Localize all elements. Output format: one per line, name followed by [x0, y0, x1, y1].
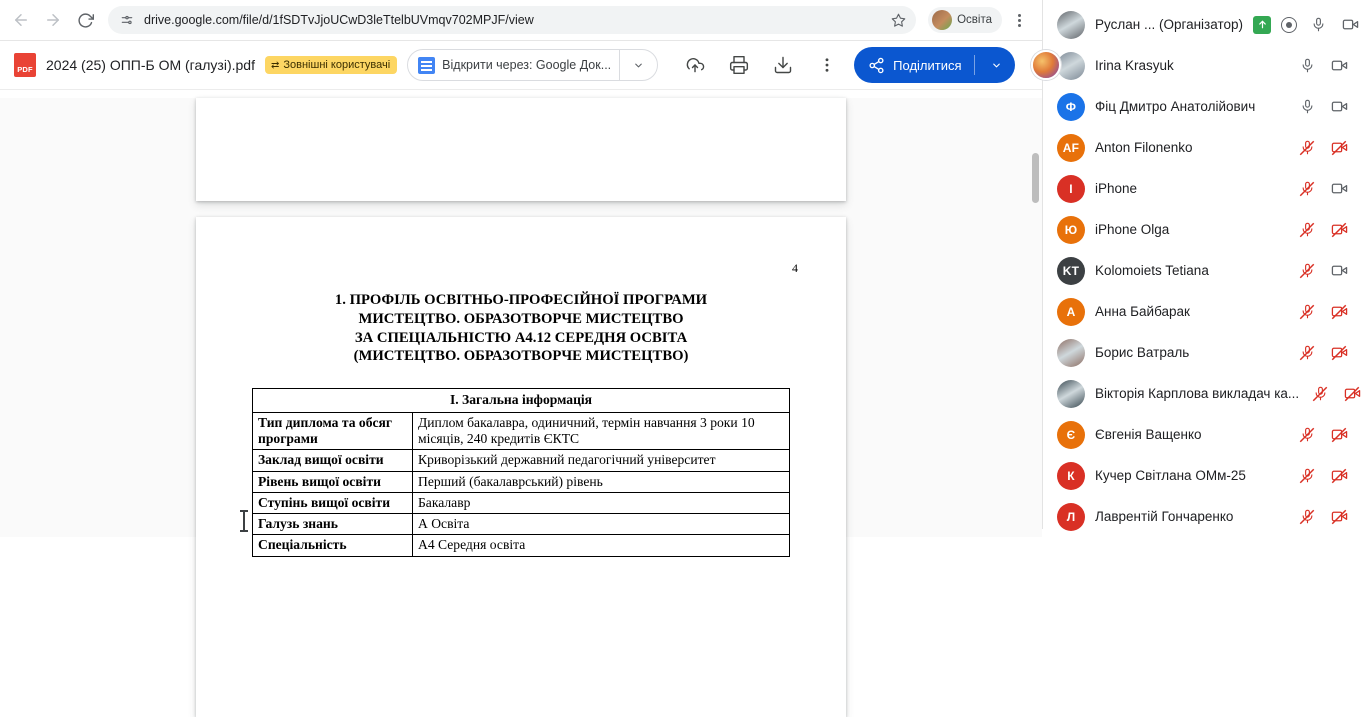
microphone-icon[interactable]	[1307, 14, 1329, 36]
participants-panel[interactable]	[1042, 0, 1362, 529]
avatar	[1057, 339, 1085, 367]
participant-row[interactable]	[1043, 373, 1362, 414]
camera-off-icon[interactable]	[1328, 301, 1350, 323]
more-options-icon[interactable]	[810, 48, 844, 82]
title-line: (МИСТЕЦТВО. ОБРАЗОТВОРЧЕ МИСТЕЦТВО)	[353, 348, 689, 365]
row-value: Бакалавр	[413, 492, 790, 513]
camera-icon[interactable]	[1328, 96, 1350, 118]
document-title	[240, 291, 802, 366]
row-value: Криворізький державний педагогічний університет	[413, 450, 790, 471]
avatar: Ф	[1057, 93, 1085, 121]
camera-icon[interactable]	[1339, 14, 1361, 36]
title-line: ЗА СПЕЦІАЛЬНІСТЮ А4.12 СЕРЕДНЯ ОСВІТА	[354, 329, 688, 346]
camera-off-icon[interactable]	[1328, 137, 1350, 159]
participant-name: Євгенія Ващенко	[1095, 427, 1202, 442]
row-label: Ступінь вищої освіти	[253, 492, 413, 513]
browser-toolbar	[0, 0, 1042, 41]
table-row	[253, 535, 790, 556]
drive-file-toolbar	[0, 41, 1042, 90]
camera-icon[interactable]	[1328, 260, 1350, 282]
row-value: А4 Середня освіта	[413, 535, 790, 556]
forward-arrow-icon[interactable]	[38, 5, 68, 35]
camera-icon[interactable]	[1328, 55, 1350, 77]
participant-name: iPhone Olga	[1095, 222, 1170, 237]
avatar: А	[1057, 298, 1085, 326]
row-label: Спеціальність	[253, 535, 413, 556]
microphone-off-icon[interactable]	[1296, 342, 1318, 364]
participant-row[interactable]	[1043, 496, 1362, 537]
participant-row[interactable]	[1043, 414, 1362, 455]
avatar	[1057, 52, 1085, 80]
host-badge-icon	[1253, 16, 1271, 34]
camera-off-icon[interactable]	[1328, 424, 1350, 446]
participant-name: Руслан ... (Організатор)	[1095, 17, 1243, 32]
table-row	[253, 514, 790, 535]
participant-name: Лаврентій Гончаренко	[1095, 509, 1234, 524]
microphone-off-icon[interactable]	[1296, 301, 1318, 323]
avatar	[1057, 11, 1085, 39]
row-label: Заклад вищої освіти	[253, 450, 413, 471]
microphone-off-icon[interactable]	[1296, 219, 1318, 241]
title-line: МИСТЕЦТВО. ОБРАЗОТВОРЧЕ МИСТЕЦТВО	[358, 310, 684, 327]
participant-name: Кучер Світлана ОМм-25	[1095, 468, 1246, 483]
camera-off-icon[interactable]	[1328, 506, 1350, 528]
address-bar[interactable]	[108, 6, 916, 34]
avatar: Ю	[1057, 216, 1085, 244]
row-label: Галузь знань	[253, 514, 413, 535]
table-header: І. Загальна інформація	[253, 389, 790, 412]
participant-name: Фіц Дмитро Анатолійович	[1095, 99, 1256, 114]
microphone-off-icon[interactable]	[1296, 506, 1318, 528]
general-info-table	[252, 388, 790, 557]
title-line: 1. ПРОФІЛЬ ОСВІТНЬО-ПРОФЕСІЙНОЇ ПРОГРАМИ	[334, 292, 708, 308]
bookmark-star-icon[interactable]	[888, 10, 908, 30]
share-chevron-down-icon[interactable]	[983, 60, 1011, 71]
participant-name: Анна Байбарак	[1095, 304, 1190, 319]
pdf-page-previous	[196, 98, 846, 201]
site-settings-icon[interactable]	[118, 11, 136, 29]
row-value: А Освіта	[413, 514, 790, 535]
row-label: Рівень вищої освіти	[253, 471, 413, 492]
participant-row[interactable]	[1043, 250, 1362, 291]
share-button[interactable]	[854, 47, 1014, 83]
participant-row[interactable]	[1043, 332, 1362, 373]
participant-name: Irina Krasyuk	[1095, 58, 1174, 73]
reload-icon[interactable]	[70, 5, 100, 35]
table-row	[253, 492, 790, 513]
row-value: Перший (бакалаврський) рівень	[413, 471, 790, 492]
participant-row[interactable]	[1043, 209, 1362, 250]
participant-row[interactable]	[1043, 4, 1362, 45]
microphone-icon[interactable]	[1296, 55, 1318, 77]
share-divider	[974, 55, 975, 75]
row-value: Диплом бакалавра, одиничний, термін навчання 3 роки 10 місяців, 240 кредитів ЄКТС	[413, 412, 790, 450]
account-avatar[interactable]	[1031, 50, 1061, 80]
table-row	[253, 450, 790, 471]
chevron-down-icon[interactable]	[619, 50, 657, 80]
pdf-page-current	[196, 217, 846, 717]
share-label: Поділитися	[893, 57, 962, 73]
microphone-off-icon[interactable]	[1296, 260, 1318, 282]
microphone-icon[interactable]	[1296, 96, 1318, 118]
browser-menu-icon[interactable]	[1006, 7, 1032, 33]
table-header-row	[253, 389, 790, 412]
profile-chip[interactable]	[928, 7, 1002, 33]
table-row	[253, 471, 790, 492]
viewer-scrollbar[interactable]	[1031, 98, 1040, 537]
google-docs-icon	[418, 57, 435, 74]
microphone-off-icon[interactable]	[1296, 465, 1318, 487]
file-name: 2024 (25) ОПП-Б ОМ (галузі).pdf	[46, 57, 255, 73]
profile-label: Освіта	[957, 14, 992, 26]
avatar: I	[1057, 175, 1085, 203]
participant-row[interactable]	[1043, 45, 1362, 86]
row-label: Тип диплома та обсяг програми	[253, 412, 413, 450]
avatar: KT	[1057, 257, 1085, 285]
external-users-badge[interactable]	[265, 56, 397, 74]
participant-row[interactable]	[1043, 86, 1362, 127]
microphone-off-icon[interactable]	[1296, 178, 1318, 200]
avatar: AF	[1057, 134, 1085, 162]
text-cursor	[243, 510, 245, 532]
participant-row[interactable]	[1043, 168, 1362, 209]
camera-icon[interactable]	[1328, 178, 1350, 200]
recording-indicator-icon	[1281, 17, 1297, 33]
download-icon[interactable]	[766, 48, 800, 82]
avatar	[932, 10, 952, 30]
microphone-off-icon[interactable]	[1296, 137, 1318, 159]
external-users-label: Зовнішні користувачі	[283, 59, 391, 71]
avatar	[1057, 380, 1085, 408]
avatar: К	[1057, 462, 1085, 490]
pdf-file-icon: PDF	[14, 53, 36, 77]
url-text: drive.google.com/file/d/1fSDTvJjoUCwD3leTtelbUVmqv702MPJF/view	[144, 13, 534, 27]
camera-off-icon[interactable]	[1328, 342, 1350, 364]
open-with-label: Відкрити через: Google Док...	[442, 58, 612, 72]
pdf-viewer[interactable]	[0, 98, 1042, 553]
camera-off-icon[interactable]	[1328, 465, 1350, 487]
open-with-control[interactable]	[407, 49, 658, 81]
external-share-icon: ⇄	[270, 59, 280, 71]
participant-row[interactable]	[1043, 291, 1362, 332]
avatar: Є	[1057, 421, 1085, 449]
participant-name: Борис Ватраль	[1095, 345, 1190, 360]
scrollbar-thumb[interactable]	[1032, 153, 1039, 203]
participant-name: Kolomoiets Tetiana	[1095, 263, 1209, 278]
add-to-drive-icon[interactable]	[678, 48, 712, 82]
participant-row[interactable]	[1043, 455, 1362, 496]
participant-name: Anton Filonenko	[1095, 140, 1193, 155]
camera-off-icon[interactable]	[1341, 383, 1363, 405]
microphone-off-icon[interactable]	[1309, 383, 1331, 405]
participant-name: iPhone	[1095, 181, 1138, 196]
avatar: Л	[1057, 503, 1085, 531]
open-with-button[interactable]	[408, 50, 619, 80]
print-icon[interactable]	[722, 48, 756, 82]
microphone-off-icon[interactable]	[1296, 424, 1318, 446]
participant-row[interactable]	[1043, 127, 1362, 168]
participant-name: Вікторія Карплова викладач ка...	[1095, 386, 1300, 401]
camera-off-icon[interactable]	[1328, 219, 1350, 241]
page-number: 4	[792, 261, 798, 275]
back-arrow-icon[interactable]	[6, 5, 36, 35]
table-row	[253, 412, 790, 450]
